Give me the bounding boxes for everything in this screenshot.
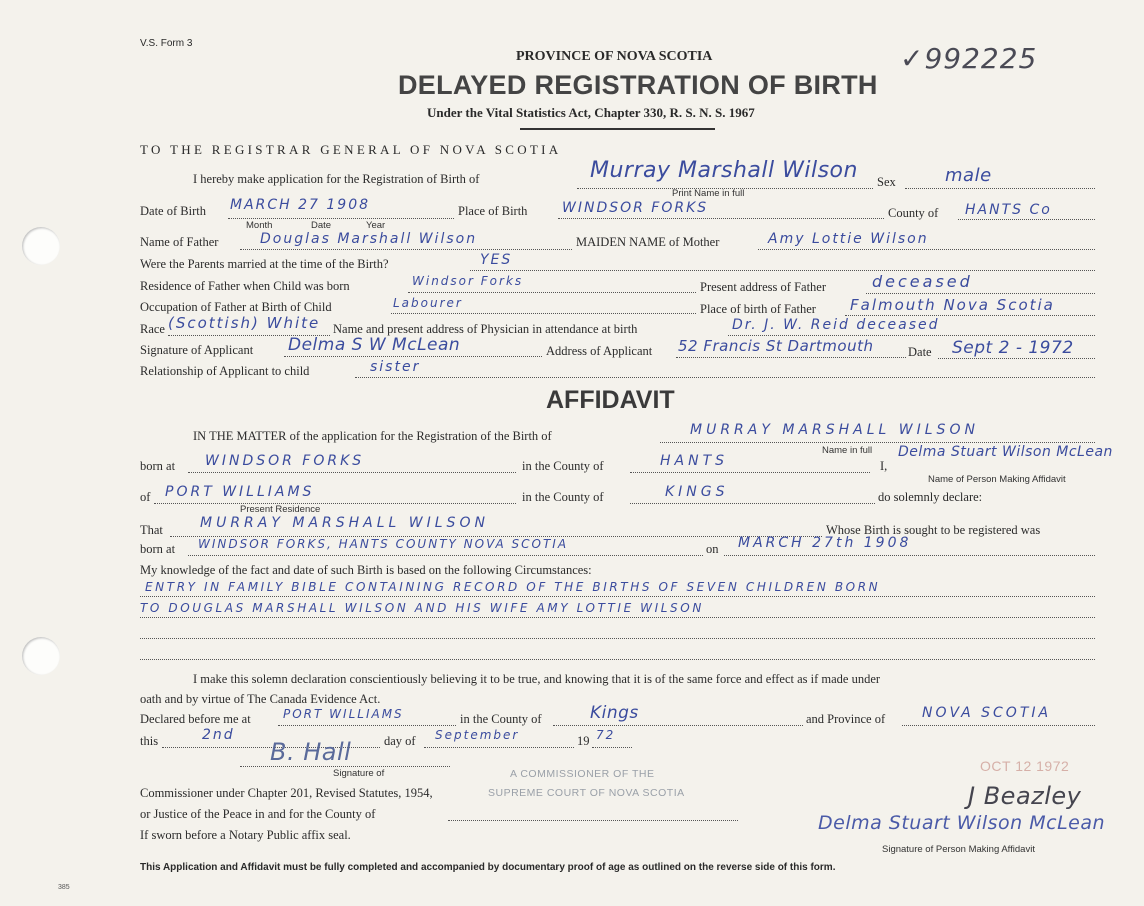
born-at2-label: born at <box>140 542 176 556</box>
matter-label: IN THE MATTER of the application for the Registration of the Birth of <box>193 429 552 443</box>
commissioner-signature: B. Hall <box>270 738 352 766</box>
affiant-name-value: Delma Stuart Wilson McLean <box>898 444 1113 460</box>
date-value: Sept 2 - 1972 <box>952 338 1074 358</box>
registration-number: ✓992225 <box>900 42 1038 75</box>
affiant-sig-caption: Signature of Person Making Affidavit <box>882 844 1035 855</box>
commissioner-line: Commissioner under Chapter 201, Revised Statutes, 1954, <box>140 786 433 800</box>
father-value: Douglas Marshall Wilson <box>260 231 478 247</box>
solemn-line-1: I make this solemn declaration conscientiously believing it to be true, and knowing that it is of the same force and effect as if made under <box>193 672 881 686</box>
year-caption: Year <box>366 220 386 231</box>
county2-value: KINGS <box>665 484 729 500</box>
month-caption: Month <box>246 220 273 231</box>
day-of-label: day of <box>384 734 416 748</box>
print-code: 385 <box>58 884 70 891</box>
race-value: (Scottish) White <box>168 314 321 332</box>
residence-value: Windsor Forks <box>412 274 524 288</box>
pob-label: Place of Birth <box>458 204 528 218</box>
occupation-value: Labourer <box>393 296 463 310</box>
married-label: Were the Parents married at the time of the Birth? <box>140 257 389 271</box>
sig-of-caption: Signature of <box>333 768 385 779</box>
footer-note: This Application and Affidavit must be fully completed and accompanied by documentary proof of age as outlined on the reverse side of this form. <box>140 862 836 873</box>
sex-label: Sex <box>877 175 896 189</box>
commissioner-stamp-line-2: SUPREME COURT OF NOVA SCOTIA <box>488 787 685 799</box>
that-value: MURRAY MARSHALL WILSON <box>200 515 489 531</box>
race-label: Race <box>140 322 165 336</box>
born-at-label: born at <box>140 459 176 473</box>
applicant-signature: Delma S W McLean <box>288 335 461 355</box>
province-heading: PROVINCE OF NOVA SCOTIA <box>516 49 713 64</box>
dob-label: Date of Birth <box>140 204 206 218</box>
applicant-address-value: 52 Francis St Dartmouth <box>678 337 874 355</box>
declare-label: do solemnly declare: <box>878 490 983 504</box>
affidavit-heading: AFFIDAVIT <box>546 386 675 414</box>
province-value: NOVA SCOTIA <box>922 705 1052 721</box>
solemn-line-2: oath and by virtue of The Canada Evidence Act. <box>140 692 381 706</box>
year-value: 72 <box>596 728 616 742</box>
present-residence-caption: Present Residence <box>240 504 321 515</box>
father-pob-label: Place of birth of Father <box>700 302 816 316</box>
sex-value: male <box>945 165 992 186</box>
commissioner-stamp-line-1: A COMMISSIONER OF THE <box>510 768 655 780</box>
form-subtitle: Under the Vital Statistics Act, Chapter 330, R. S. N. S. 1967 <box>427 105 755 120</box>
matter-value: MURRAY MARSHALL WILSON <box>690 422 979 438</box>
pob-value: WINDSOR FORKS <box>562 200 709 216</box>
physician-value: Dr. J. W. Reid deceased <box>732 317 940 333</box>
occupation-label: Occupation of Father at Birth of Child <box>140 300 332 314</box>
physician-label: Name and present address of Physician in attendance at birth <box>333 322 638 336</box>
year-prefix: 19 <box>577 734 590 748</box>
child-name-value: Murray Marshall Wilson <box>590 158 858 183</box>
registrar-initials: J Beazley <box>968 782 1082 810</box>
i-label: I, <box>880 459 888 473</box>
punch-hole-bottom <box>22 637 60 675</box>
day-of-value: September <box>435 728 520 742</box>
county-value-aff: HANTS <box>660 453 729 469</box>
dob-value: MARCH 27 1908 <box>230 197 371 213</box>
province-label: and Province of <box>806 712 886 726</box>
mother-value: Amy Lottie Wilson <box>768 231 929 247</box>
intro-label: I hereby make application for the Registration of Birth of <box>193 172 480 186</box>
affiant-caption: Name of Person Making Affidavit <box>928 474 1066 485</box>
signature-label: Signature of Applicant <box>140 343 254 357</box>
affiant-signature: Delma Stuart Wilson McLean <box>818 812 1106 834</box>
received-date-stamp: OCT 12 1972 <box>980 758 1070 774</box>
form-title: DELAYED REGISTRATION OF BIRTH <box>398 70 878 100</box>
this-value: 2nd <box>202 727 235 743</box>
county3-value: Kings <box>590 703 639 723</box>
form-number: V.S. Form 3 <box>140 38 193 49</box>
justice-line: or Justice of the Peace in and for the County of <box>140 807 376 821</box>
on-value: MARCH 27th 1908 <box>738 535 912 551</box>
date-label: Date <box>908 345 932 359</box>
knowledge-label: My knowledge of the fact and date of such Birth is based on the following Circumstances: <box>140 563 592 577</box>
father-label: Name of Father <box>140 235 219 249</box>
declared-label: Declared before me at <box>140 712 251 726</box>
relationship-value: sister <box>370 359 421 375</box>
punch-hole-top <box>22 227 60 265</box>
born-at-value: WINDSOR FORKS <box>205 453 365 469</box>
mother-label: MAIDEN NAME of Mother <box>576 235 720 249</box>
declared-value: PORT WILLIAMS <box>283 707 404 721</box>
circumstances-line-2: TO DOUGLAS MARSHALL WILSON AND HIS WIFE AMY LOTTIE WILSON <box>140 601 704 615</box>
subtitle-rule <box>520 128 715 130</box>
county2-label: in the County of <box>522 490 604 504</box>
print-name-caption: Print Name in full <box>672 188 745 199</box>
date-caption: Date <box>311 220 332 231</box>
name-full-caption: Name in full <box>822 445 873 456</box>
present-address-label: Present address of Father <box>700 280 827 294</box>
circumstances-line-1: ENTRY IN FAMILY BIBLE CONTAINING RECORD OF THE BIRTHS OF SEVEN CHILDREN BORN <box>145 580 881 594</box>
of-value: PORT WILLIAMS <box>165 484 315 500</box>
of-label: of <box>140 490 151 504</box>
born-at2-value: WINDSOR FORKS, HANTS COUNTY NOVA SCOTIA <box>198 537 569 551</box>
married-value: YES <box>480 252 513 268</box>
that-label: That <box>140 523 163 537</box>
relationship-label: Relationship of Applicant to child <box>140 364 310 378</box>
county3-label: in the County of <box>460 712 542 726</box>
this-label: this <box>140 734 159 748</box>
county-label-aff: in the County of <box>522 459 604 473</box>
county-label: County of <box>888 206 939 220</box>
residence-label: Residence of Father when Child was born <box>140 279 350 293</box>
father-pob-value: Falmouth Nova Scotia <box>850 296 1055 314</box>
present-address-value: deceased <box>872 272 973 291</box>
on-label: on <box>706 542 719 556</box>
applicant-address-label: Address of Applicant <box>546 344 653 358</box>
county-value: HANTS Co <box>965 202 1052 218</box>
whose-birth-label: Whose Birth is sought to be registered was <box>826 523 1041 537</box>
notary-line: If sworn before a Notary Public affix seal. <box>140 828 351 842</box>
to-registrar-line: TO THE REGISTRAR GENERAL OF NOVA SCOTIA <box>140 142 562 157</box>
